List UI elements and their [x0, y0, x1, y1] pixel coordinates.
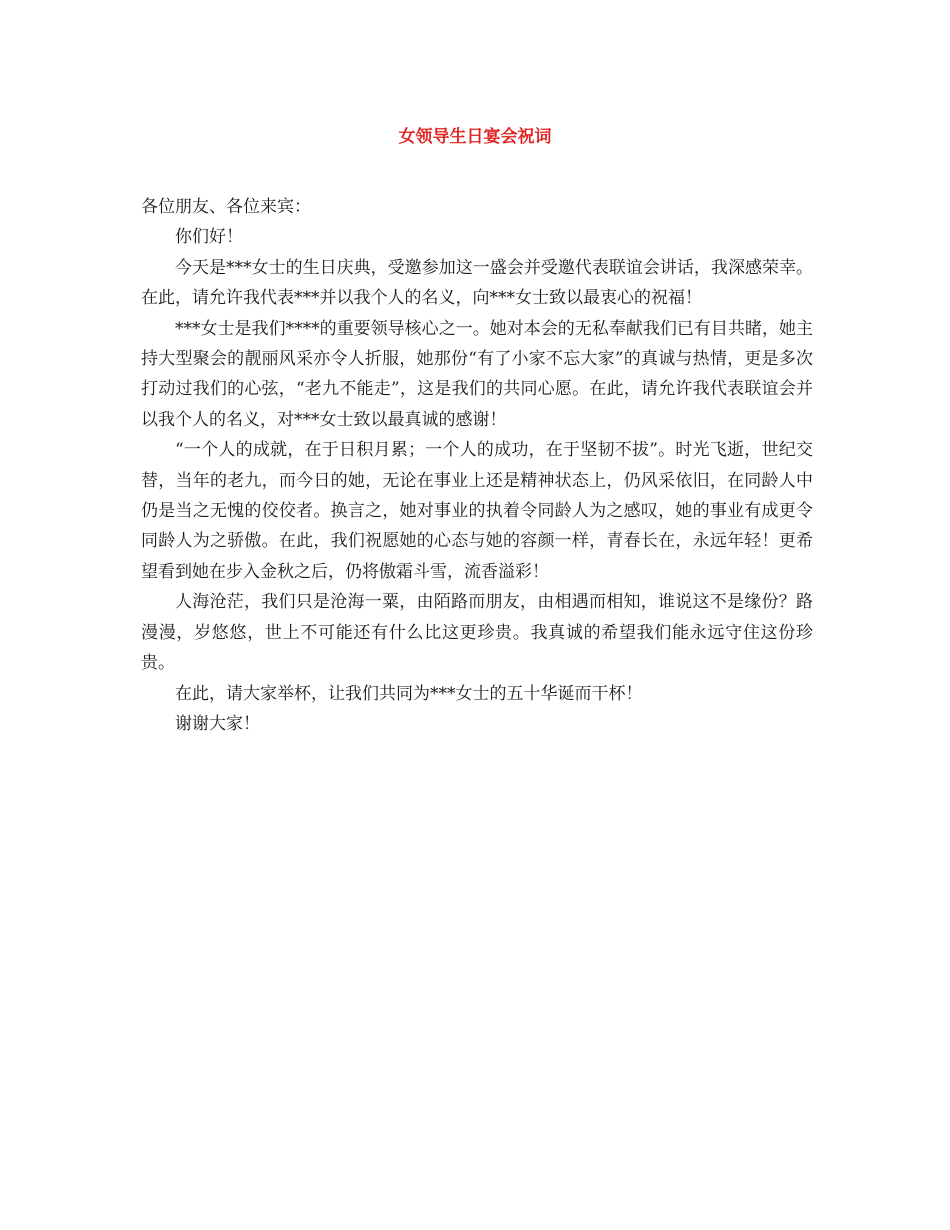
document-title: 女领导生日宴会祝词: [398, 127, 552, 147]
paragraph-opening: 今天是***女士的生日庆典，受邀参加这一盛会并受邀代表联谊会讲话，我深感荣幸。在此，请允许我代表***并以我个人的名义，向***女士致以最衷心的祝福！: [141, 257, 813, 309]
salutation: 各位朋友、各位来宾：: [141, 197, 311, 217]
paragraph-friendship: 人海沧茫，我们只是沧海一粟，由陌路而朋友，由相遇而相知，谁说这不是缘份？路漫漫，岁悠悠，世上不可能还有什么比这更珍贵。我真诚的希望我们能永远守住这份珍贵。: [141, 592, 813, 674]
paragraph-toast: 在此，请大家举杯，让我们共同为***女士的五十华诞而干杯！: [175, 683, 643, 704]
paragraph-closing: 谢谢大家！: [175, 713, 260, 734]
paragraph-praise: “一个人的成就，在于日积月累；一个人的成功，在于坚韧不拔”。时光飞逝，世纪交替，当年的老九，而今日的她，无论在事业上还是精神状态上，仍风采依旧，在同龄人中仍是当之无愧的佼佼者。换言之，她对事业的执着令同龄人为之感叹，她的事业有成更令同龄人为之骄傲。在此，我们祝愿她的心态与她的容颜一样，青春长在，永远年轻！更希望看到她在步入金秋之后，仍将傲霜斗雪，流香溢彩！: [141, 440, 813, 582]
paragraph-greeting: 你们好！: [175, 227, 243, 248]
paragraph-gratitude: ***女士是我们****的重要领导核心之一。她对本会的无私奉献我们已有目共睹，她主持大型聚会的靓丽风采亦令人折服，她那份“有了小家不忘大家”的真诚与热情，更是多次打动过我们的心弦，“老九不能走”，这是我们的共同心愿。在此，请允许我代表联谊会并以我个人的名义，对***女士致以最真诚的感谢！: [141, 318, 813, 430]
document-body: [141, 192, 813, 739]
